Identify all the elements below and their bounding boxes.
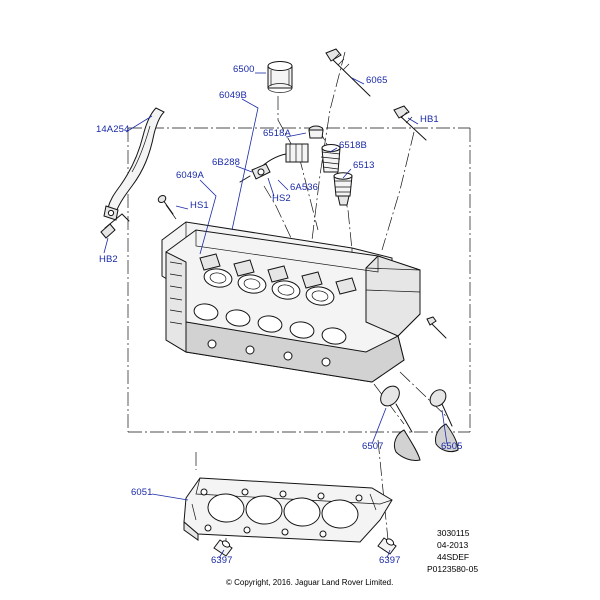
callout-6518A[interactable]: 6518A xyxy=(263,128,291,139)
meta-date: 04-2013 xyxy=(437,540,469,550)
callout-14A254[interactable]: 14A254 xyxy=(96,124,130,135)
callout-6397-right[interactable]: 6397 xyxy=(379,555,401,566)
callout-6518B[interactable]: 6518B xyxy=(339,140,367,151)
callout-HS2[interactable]: HS2 xyxy=(272,193,291,204)
callout-6B288[interactable]: 6B288 xyxy=(212,157,240,168)
callout-HB1[interactable]: HB1 xyxy=(420,114,439,125)
meta-code: 44SDEF xyxy=(437,552,470,562)
callout-6505[interactable]: 6505 xyxy=(441,441,463,452)
callout-6397-left[interactable]: 6397 xyxy=(211,555,233,566)
callout-HS1[interactable]: HS1 xyxy=(190,200,209,211)
callout-6500[interactable]: 6500 xyxy=(233,64,255,75)
callout-6507[interactable]: 6507 xyxy=(362,441,384,452)
callout-6049B[interactable]: 6049B xyxy=(219,90,247,101)
callout-6065[interactable]: 6065 xyxy=(366,75,388,86)
callout-6051[interactable]: 6051 xyxy=(131,487,153,498)
callout-6513[interactable]: 6513 xyxy=(353,160,375,171)
copyright-notice: © Copyright, 2016. Jaguar Land Rover Limited. xyxy=(226,578,394,587)
callout-6A536[interactable]: 6A536 xyxy=(290,182,318,193)
callout-6049A[interactable]: 6049A xyxy=(176,170,204,181)
meta-part-ref: P0123580-05 xyxy=(427,564,479,574)
callout-HB2[interactable]: HB2 xyxy=(99,254,118,265)
meta-drawing-number: 3030115 xyxy=(437,528,470,538)
